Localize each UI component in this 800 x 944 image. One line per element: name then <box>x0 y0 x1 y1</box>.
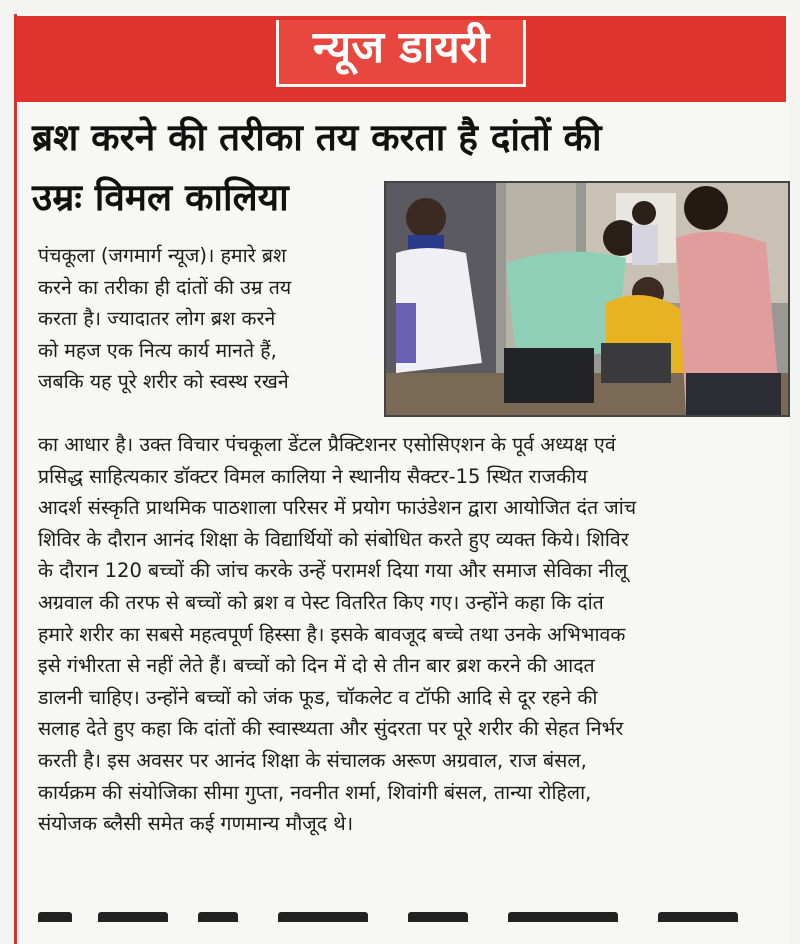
text-line: हमारे शरीर का सबसे महत्वपूर्ण हिस्सा है। इसके बावजूद बच्चे तथा उनके अभिभावक <box>38 622 626 646</box>
text-line: सलाह देते हुए कहा कि दांतों की स्वास्थ्यता और सुंदरता पर पूरे शरीर की सेहत निर्भर <box>38 717 624 741</box>
text-line: के दौरान 120 बच्चों की जांच करके उन्हें परामर्श दिया गया और समाज सेविका नीलू <box>38 559 628 583</box>
text-line: कार्यक्रम की संयोजिका सीमा गुप्ता, नवनीत शर्मा, शिवांगी बंसल, तान्या रोहिला, <box>38 780 592 804</box>
text-line: इसे गंभीरता से नहीं लेते हैं। बच्चों को दिन में दो से तीन बार ब्रश करने की आदत <box>38 654 595 678</box>
article-body-column <box>38 240 291 398</box>
section-title: न्यूज डायरी <box>276 20 526 87</box>
text-line: शिविर के दौरान आनंद शिक्षा के विद्यार्थियों को संबोधित करते हुए व्यक्त किये। शिविर <box>38 527 629 551</box>
text-line: आदर्श संस्कृति प्राथमिक पाठशाला परिसर में प्रयोग फाउंडेशन द्वारा आयोजित दंत जांच <box>38 496 637 520</box>
text-line: जबकि यह पूरे शरीर को स्वस्थ रखने <box>38 370 289 394</box>
text-line: संयोजक ब्लैसी समेत कई गणमान्य मौजूद थे। <box>38 812 354 836</box>
text-line: करने का तरीका ही दांतों की उम्र तय <box>38 275 292 299</box>
text-line: का आधार है। उक्त विचार पंचकूला डेंटल प्रैक्टिशनर एसोसिएशन के पूर्व अध्यक्ष एवं <box>38 433 616 456</box>
text-line: करती है। इस अवसर पर आनंद शिक्षा के संचालक अरूण अग्रवाल, राज बंसल, <box>38 748 587 772</box>
text-line: डालनी चाहिए। उन्होंने बच्चों को जंक फूड, चॉकलेट व टॉफी आदि से दूर रहने की <box>38 685 598 709</box>
text-line: करता है। ज्यादातर लोग ब्रश करने <box>38 307 276 331</box>
text-line: पंचकूला (जगमार्ग न्यूज)। हमारे ब्रश <box>38 244 287 267</box>
headline-line-1: ब्रश करने की तरीका तय करता है दांतों की <box>32 116 602 159</box>
text-line: अग्रवाल की तरफ से बच्चों को ब्रश व पेस्ट वितरित किए गए। उन्होंने कहा कि दांत <box>38 590 604 614</box>
text-line: को महज एक नित्य कार्य मानते हैं, <box>38 338 277 362</box>
article-photo <box>384 181 790 417</box>
next-headline-cut <box>38 906 778 922</box>
text-line: प्रसिद्ध साहित्यकार डॉक्टर विमल कालिया ने स्थानीय सैक्टर-15 स्थित राजकीय <box>38 464 588 488</box>
article-body-full <box>38 429 636 840</box>
dental-camp-photo <box>386 183 788 415</box>
section-banner <box>16 16 786 102</box>
headline-line-2: उम्रः विमल कालिया <box>32 176 289 219</box>
